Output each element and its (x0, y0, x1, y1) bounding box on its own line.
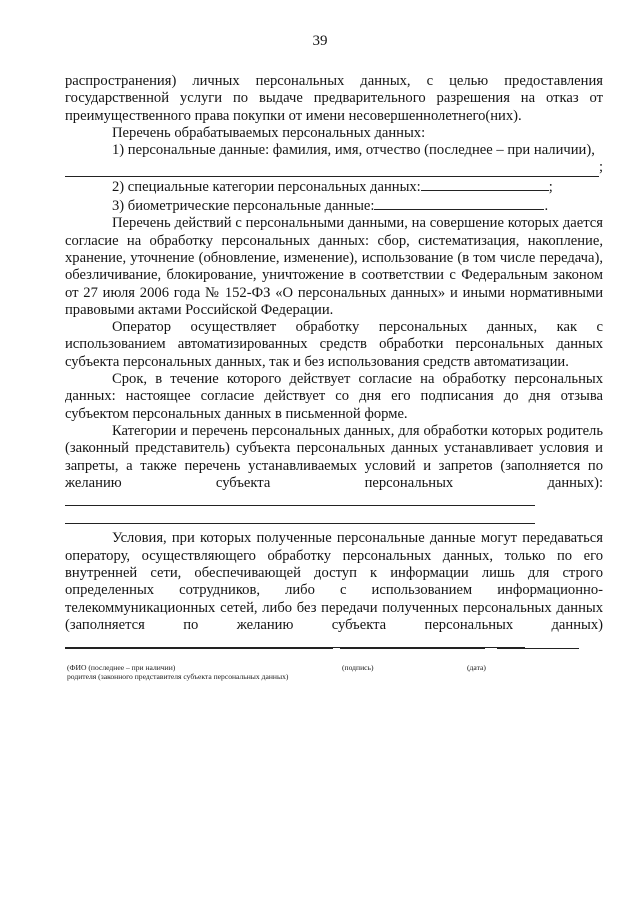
page-number: 39 (312, 33, 328, 49)
personal-data-fill-line[interactable] (65, 163, 599, 177)
fio-label: (ФИО (последнее – при наличии) (67, 663, 176, 672)
date-label: (дата) (467, 663, 486, 672)
paragraph-special-categories (65, 177, 603, 196)
document-body (65, 73, 603, 654)
fio-line[interactable] (65, 648, 333, 649)
paragraph-data-list-heading: Перечень обрабатываемых персональных данных: (112, 124, 426, 141)
transfer-conditions-text: Условия, при которых полученные персональные данные могут передаваться оператору, осуществляющего обработку персональных данных, только по его внутренней сети, обеспечивающей доступ к информации лишь для строго определенных сотрудников, либо с использованием информационно-телекоммуникационных сетей, либо без передачи полученных персональных данных (заполняется по желанию субъекта персональных данных) (65, 530, 603, 633)
signature-block (65, 648, 585, 681)
biometric-end: . (544, 198, 549, 215)
transfer-conditions-fill-line[interactable] (65, 634, 525, 648)
conditions-bans-extra-line[interactable] (65, 511, 535, 524)
signature-label: (подпись) (342, 663, 374, 672)
conditions-bans-text: Категории и перечень персональных данных, для обработки которых родитель (законный представитель) субъекта персональных данных устанавливает условия и запреты, а также перечень устанавливаемых условий и запретов (заполняется по желанию субъекта персональных данных): (65, 422, 603, 491)
personal-data-fill-row (65, 159, 603, 176)
paragraph-biometric (65, 196, 603, 215)
parent-label: родителя (законного представителя субъекта персональных данных) (67, 672, 289, 681)
special-categories-text: 2) специальные категории персональных данных: (112, 178, 421, 195)
paragraph-actions-list: Перечень действий с персональными данными, на совершение которых дается согласие на обработку персональных данных: сбор, систематизация, накопление, хранение, уточнение (обновление, изменение), использование (в том числе передача), обезличивание, блокирование, уничтожение в соответствии с Федеральным законом от 27 июля 2006 года № 152-ФЗ «О персональных данных» и иными нормативными правовыми актами Российской Федерации. (65, 215, 603, 318)
special-categories-fill-line[interactable] (421, 177, 549, 191)
personal-data-end: ; (598, 159, 603, 176)
biometric-text: 3) биометрические персональные данные: (112, 198, 375, 215)
date-line[interactable] (497, 648, 579, 649)
personal-data-text: 1) персональные данные: фамилия, имя, отчество (последнее – при наличии), (112, 142, 595, 159)
paragraph-transfer-conditions (65, 530, 603, 653)
paragraph-personal-data (65, 142, 603, 159)
biometric-fill-line[interactable] (374, 196, 544, 210)
conditions-bans-fill-line[interactable] (65, 492, 535, 506)
paragraph-consent-term: Срок, в течение которого действует согласие на обработку персональных данных: настоящее согласие действует со дня его подписания до дня отзыва субъектом персональных данных в письменной форме. (65, 371, 603, 422)
special-categories-end: ; (548, 178, 553, 195)
paragraph-processing-purpose: распространения) личных персональных данных, с целью предоставления государственной услуги по выдаче предварительного разрешения на отказ от преимущественного права покупки от имени несовершеннолетнего(них). (65, 73, 603, 124)
paragraph-conditions-bans (65, 423, 603, 511)
signature-line[interactable] (340, 648, 485, 649)
paragraph-operator: Оператор осуществляет обработку персональных данных, как с использованием автоматизированных средств обработки персональных данных субъекта персональных данных, так и без использования средств автоматизации. (65, 319, 603, 370)
